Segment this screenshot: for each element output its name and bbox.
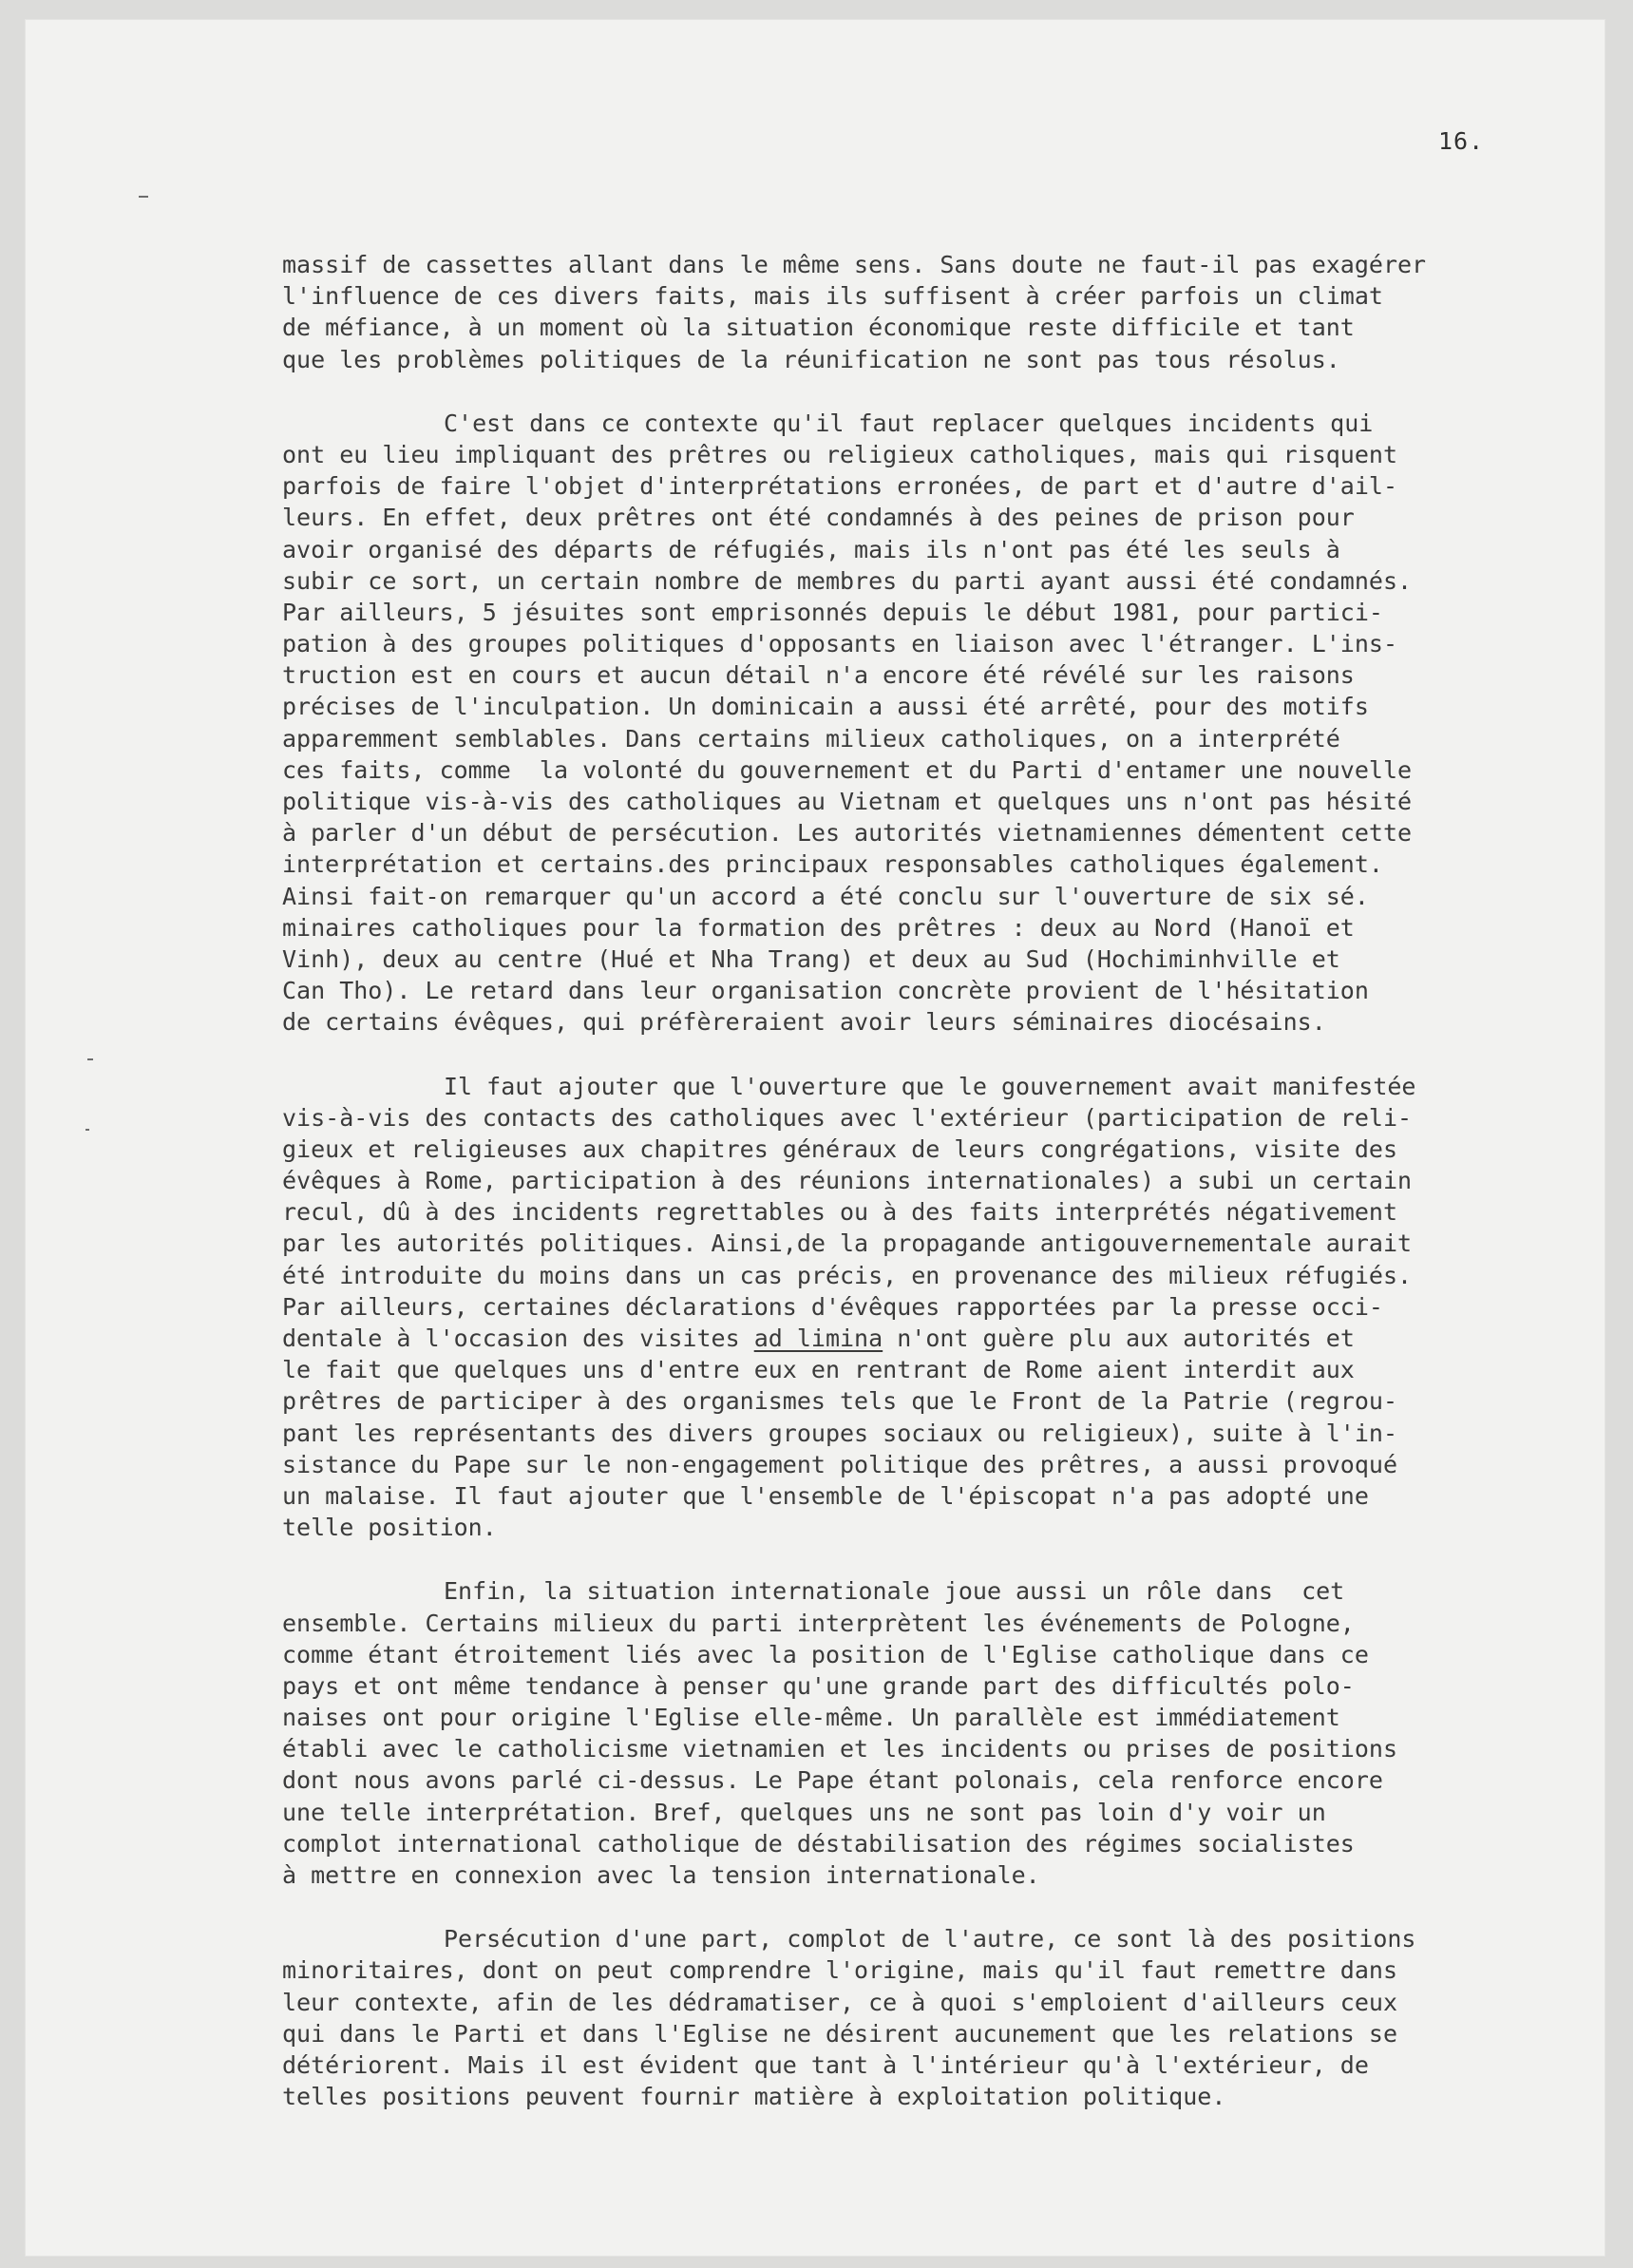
paragraph-gap	[282, 1543, 1555, 1575]
text-line: détériorent. Mais il est évident que tant à l'intérieur qu'à l'extérieur, de	[282, 2050, 1369, 2079]
text-line: une telle interprétation. Bref, quelques uns ne sont pas loin d'y voir un	[282, 1798, 1326, 1826]
text-line: de certains évêques, qui préfèreraient avoir leurs séminaires diocésains.	[282, 1008, 1326, 1037]
text-line: complot international catholique de déstabilisation des régimes socialistes	[282, 1829, 1355, 1858]
text-line: parfois de faire l'objet d'interprétations erronées, de part et d'autre d'ail-	[282, 472, 1397, 501]
text-line: Vinh), deux au centre (Hué et Nha Trang) et deux au Sud (Hochiminhville et	[282, 944, 1340, 973]
text-line: pation à des groupes politiques d'opposants en liaison avec l'étranger. L'ins-	[282, 630, 1397, 658]
text-line: un malaise. Il faut ajouter que l'ensemble de l'épiscopat n'a pas adopté une	[282, 1481, 1369, 1510]
text-line: telle position.	[282, 1514, 497, 1542]
underlined-term: ad limina	[753, 1325, 883, 1352]
text-line: avoir organisé des départs de réfugiés, mais ils n'ont pas été les seuls à	[282, 535, 1340, 563]
text-line: truction est en cours et aucun détail n'a encore été révélé sur les raisons	[282, 661, 1355, 690]
page-number: 16.	[1438, 127, 1485, 155]
text-line: précises de l'inculpation. Un dominicain a aussi été arrêté, pour des motifs	[282, 693, 1369, 721]
paragraph-gap	[282, 1039, 1555, 1071]
text-line: ont eu lieu impliquant des prêtres ou religieux catholiques, mais qui risquent	[282, 440, 1397, 468]
paragraph	[282, 408, 1555, 1039]
text-line: à parler d'un début de persécution. Les autorités vietnamiennes démentent cette	[282, 819, 1413, 848]
text-line: leurs. En effet, deux prêtres ont été condamnés à des peines de prison pour	[282, 504, 1355, 532]
text-line: Il faut ajouter que l'ouverture que le gouvernement avait manifestée	[444, 1072, 1416, 1100]
margin-mark	[85, 1129, 89, 1131]
text-line: recul, dû à des incidents regrettables ou à des faits interprétés négativement	[282, 1198, 1397, 1227]
document-body	[282, 249, 1555, 2112]
text-line: comme étant étroitement liés avec la position de l'Eglise catholique dans ce	[282, 1640, 1369, 1668]
text-line: le fait que quelques uns d'entre eux en rentrant de Rome aient interdit aux	[282, 1356, 1355, 1384]
paragraph	[282, 1071, 1555, 1544]
text-line: pant les représentants des divers groupes sociaux ou religieux), suite à l'in-	[282, 1419, 1397, 1447]
text-line: établi avec le catholicisme vietnamien et les incidents ou prises de positions	[282, 1735, 1397, 1763]
paragraph-gap	[282, 375, 1555, 408]
text-line: à mettre en connexion avec la tension internationale.	[282, 1861, 1040, 1889]
text-line: Par ailleurs, 5 jésuites sont emprisonnés depuis le début 1981, pour partici-	[282, 598, 1383, 626]
text-line: dont nous avons parlé ci-dessus. Le Pape étant polonais, cela renforce encore	[282, 1766, 1383, 1795]
text-line: apparemment semblables. Dans certains milieux catholiques, on a interprété	[282, 724, 1340, 753]
text-line: que les problèmes politiques de la réunification ne sont pas tous résolus.	[282, 345, 1340, 373]
text-line: Can Tho). Le retard dans leur organisation concrète provient de l'hésitation	[282, 977, 1369, 1005]
text-line: gieux et religieuses aux chapitres généraux de leurs congrégations, visite des	[282, 1134, 1397, 1163]
text-line: Persécution d'une part, complot de l'autre, ce sont là des positions	[444, 1925, 1416, 1954]
text-line: C'est dans ce contexte qu'il faut replacer quelques incidents qui	[444, 409, 1374, 437]
text-line: pays et ont même tendance à penser qu'une grande part des difficultés polo-	[282, 1671, 1355, 1700]
text-line: sistance du Pape sur le non-engagement politique des prêtres, a aussi provoqué	[282, 1450, 1397, 1478]
text-line: vis-à-vis des contacts des catholiques avec l'extérieur (participation de reli-	[282, 1103, 1413, 1132]
text-line: leur contexte, afin de les dédramatiser, ce à quoi s'emploient d'ailleurs ceux	[282, 1988, 1397, 2016]
text-line: Enfin, la situation internationale joue aussi un rôle dans cet	[444, 1577, 1345, 1606]
paragraph	[282, 249, 1555, 375]
paragraph-gap	[282, 1891, 1555, 1923]
text-line: Par ailleurs, certaines déclarations d'évêques rapportées par la presse occi-	[282, 1292, 1383, 1321]
text-line: interprétation et certains.des principaux responsables catholiques également.	[282, 850, 1383, 879]
text-line: minoritaires, dont on peut comprendre l'origine, mais qu'il faut remettre dans	[282, 1956, 1397, 1985]
text-line: de méfiance, à un moment où la situation économique reste difficile et tant	[282, 314, 1355, 342]
margin-mark	[139, 196, 148, 198]
text-line: qui dans le Parti et dans l'Eglise ne désirent aucunement que les relations se	[282, 2019, 1397, 2048]
paragraph	[282, 1575, 1555, 1891]
text-line: ensemble. Certains milieux du parti interprètent les événements de Pologne,	[282, 1609, 1355, 1637]
text-line: massif de cassettes allant dans le même sens. Sans doute ne faut-il pas exagérer	[282, 251, 1427, 278]
text-line: subir ce sort, un certain nombre de membres du parti ayant aussi été condamnés.	[282, 566, 1413, 595]
text-line: ces faits, comme la volonté du gouvernement et du Parti d'entamer une nouvelle	[282, 755, 1413, 784]
text-line: dentale à l'occasion des visites ad limina n'ont guère plu aux autorités et	[282, 1325, 1355, 1352]
text-line: prêtres de participer à des organismes tels que le Front de la Patrie (regrou-	[282, 1387, 1397, 1416]
paragraph	[282, 1923, 1555, 2112]
text-line: été introduite du moins dans un cas précis, en provenance des milieux réfugiés.	[282, 1261, 1413, 1289]
text-line: telles positions peuvent fournir matière à exploitation politique.	[282, 2083, 1226, 2111]
text-line: naises ont pour origine l'Eglise elle-même. Un parallèle est immédiatement	[282, 1704, 1340, 1732]
text-line: Ainsi fait-on remarquer qu'un accord a été conclu sur l'ouverture de six sé.	[282, 882, 1369, 910]
text-line: minaires catholiques pour la formation des prêtres : deux au Nord (Hanoï et	[282, 913, 1355, 942]
text-line: politique vis-à-vis des catholiques au Vietnam et quelques uns n'ont pas hésité	[282, 788, 1413, 815]
margin-mark	[87, 1058, 93, 1060]
text-line: l'influence de ces divers faits, mais ils suffisent à créer parfois un climat	[282, 282, 1383, 311]
text-line: par les autorités politiques. Ainsi,de la propagande antigouvernementale aurait	[282, 1229, 1413, 1258]
text-line: évêques à Rome, participation à des réunions internationales) a subi un certain	[282, 1167, 1413, 1195]
